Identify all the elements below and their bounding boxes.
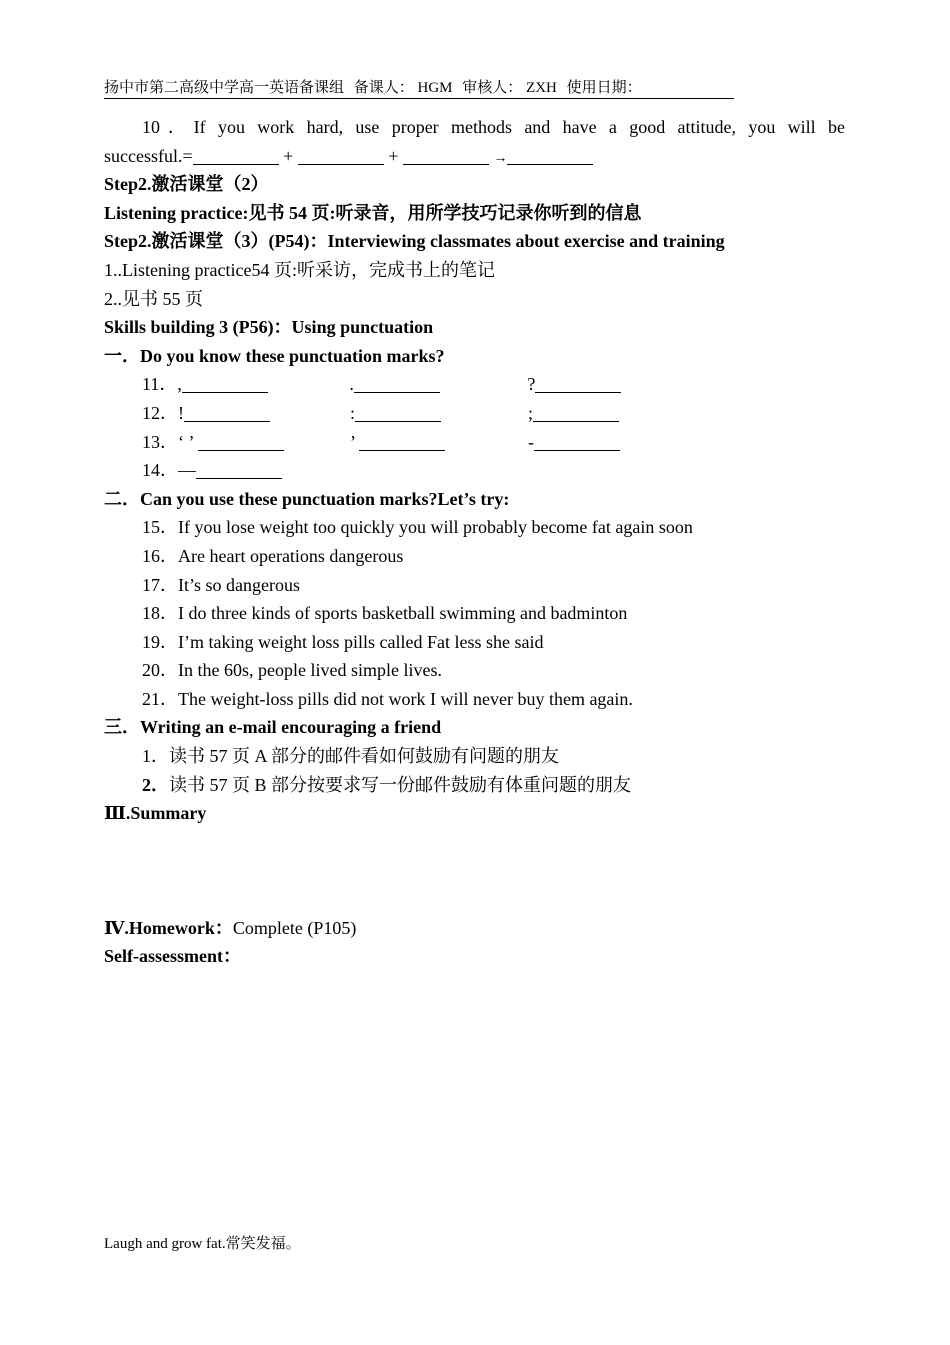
- listening-practice-heading: Listening practice:见书 54 页:听录音，用所学技巧记录你听到的信息: [104, 202, 642, 223]
- section-3-heading: 三．Writing an e-mail encouraging a friend: [104, 717, 442, 738]
- step2-3-heading: Step2.激活课堂（3）(P54)：Interviewing classmates about exercise and training: [104, 231, 725, 252]
- plus-sign: +: [388, 145, 399, 166]
- answer-blank[interactable]: [535, 374, 621, 393]
- comma-mark: ,: [177, 374, 182, 395]
- self-assessment-label: Self-assessment：: [104, 946, 241, 967]
- writing-task-2: [104, 771, 845, 800]
- dash-mark: —: [178, 460, 196, 481]
- homework-text: Complete (P105): [232, 917, 357, 938]
- question-10-line2: [104, 142, 845, 171]
- summary-space: [104, 828, 845, 914]
- quotation-marks: ‘ ’: [178, 431, 194, 452]
- skills-heading: Skills building 3 (P56)：Using punctuation: [104, 317, 434, 338]
- header-date: 使用日期：: [566, 80, 642, 96]
- answer-blank[interactable]: [507, 146, 593, 165]
- semicolon-mark: ;: [528, 402, 534, 423]
- hyphen-mark: -: [528, 431, 534, 452]
- section-2-heading: 二．Can you use these punctuation marks?Let’s try:: [104, 488, 510, 509]
- sentence-16: 16．Are heart operations dangerous: [142, 545, 404, 566]
- task-text: 读书 57 页 A 部分的邮件看如何鼓励有问题的朋友: [169, 746, 560, 767]
- answer-blank[interactable]: [359, 432, 445, 451]
- page-header: [104, 78, 734, 99]
- task-text: 读书 57 页 B 部分按要求写一份邮件鼓励有体重问题的朋友: [169, 774, 632, 795]
- punct-row-11: [104, 370, 845, 399]
- step2-2-heading: Step2.激活课堂（2）: [104, 174, 269, 195]
- sentence-15: 15．If you lose weight too quickly you will probably become fat again soon: [142, 517, 693, 538]
- header-group: 扬中市第二高级中学高一英语备课组: [104, 80, 345, 96]
- punct-row-13: [104, 428, 845, 457]
- arrow-icon: →: [493, 150, 508, 166]
- answer-blank[interactable]: [298, 146, 384, 165]
- q10-prefix: successful.=: [104, 145, 193, 166]
- answer-blank[interactable]: [355, 403, 441, 422]
- task-number: 2．: [142, 774, 169, 795]
- answer-blank[interactable]: [184, 403, 270, 422]
- homework-label: Ⅳ.Homework：: [104, 917, 233, 938]
- sentence-20: 20．In the 60s, people lived simple lives.: [142, 660, 442, 681]
- header-preparer: 备课人： HGM: [353, 80, 453, 96]
- punct-row-12: [104, 399, 845, 428]
- period-mark: .: [349, 374, 354, 395]
- answer-blank[interactable]: [354, 374, 440, 393]
- answer-blank[interactable]: [193, 146, 279, 165]
- sentence-19: 19．I’m taking weight loss pills called Fat less she said: [142, 631, 544, 652]
- row-number: 14．: [142, 460, 178, 481]
- punct-row-14: [104, 456, 845, 485]
- answer-blank[interactable]: [196, 460, 282, 479]
- homework-line: [104, 914, 845, 943]
- writing-task-1: [104, 742, 845, 771]
- question-10-line1: 10．If you work hard, use proper methods and have a good attitude, you will be: [142, 117, 845, 137]
- worksheet-body: [104, 113, 845, 971]
- task-2: 2..见书 55 页: [104, 288, 203, 309]
- answer-blank[interactable]: [403, 146, 489, 165]
- header-reviewer: 审核人： ZXH: [462, 80, 557, 96]
- sentence-17: 17．It’s so dangerous: [142, 574, 300, 595]
- answer-blank[interactable]: [198, 432, 284, 451]
- question-mark: ?: [527, 374, 536, 395]
- row-number: 11．: [142, 374, 178, 395]
- row-number: 13．: [142, 431, 178, 452]
- task-1: 1..Listening practice54 页:听采访，完成书上的笔记: [104, 259, 495, 280]
- answer-blank[interactable]: [534, 432, 620, 451]
- answer-blank[interactable]: [533, 403, 619, 422]
- section-1-heading: 一．Do you know these punctuation marks?: [104, 345, 445, 366]
- exclamation-mark: !: [178, 402, 184, 423]
- sentence-21: 21．The weight-loss pills did not work I will never buy them again.: [142, 688, 633, 709]
- sentence-18: 18．I do three kinds of sports basketball swimming and badminton: [142, 603, 628, 624]
- colon-mark: :: [350, 402, 356, 423]
- row-number: 12．: [142, 402, 178, 423]
- summary-heading: Ⅲ.Summary: [104, 803, 207, 824]
- answer-blank[interactable]: [182, 374, 268, 393]
- plus-sign: +: [283, 145, 294, 166]
- task-number: 1．: [142, 746, 169, 767]
- apostrophe-mark: ’: [350, 431, 356, 452]
- page-footer: Laugh and grow fat.常笑发福。: [104, 1236, 301, 1252]
